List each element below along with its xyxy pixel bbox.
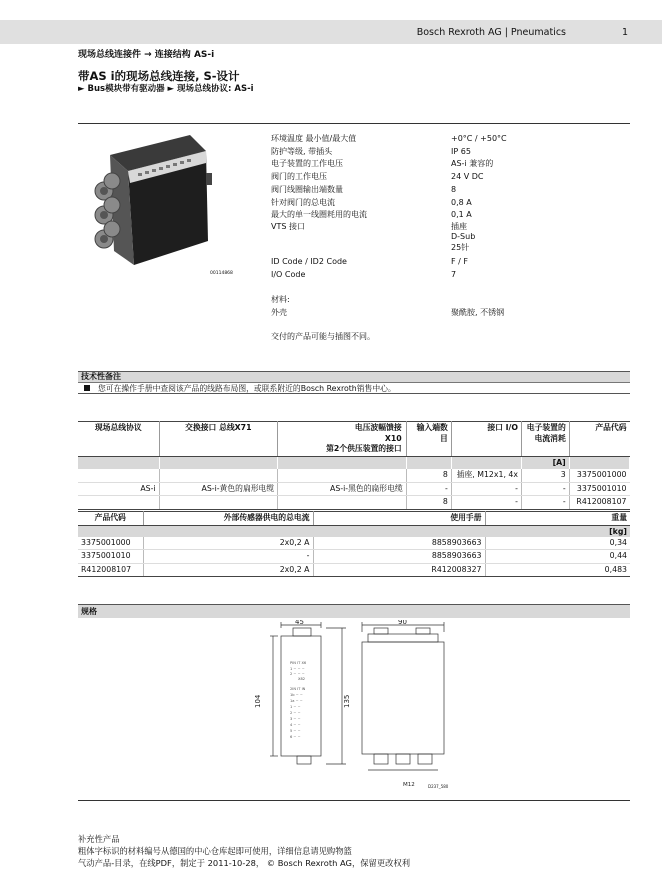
product-table <box>78 421 630 510</box>
header-company: Bosch Rexroth AG | Pneumatics <box>416 27 566 38</box>
cell <box>278 496 407 510</box>
cell: AS-i-黑色的扁形电缆 <box>278 482 407 496</box>
spec-value: +0°C / +50°C <box>451 134 507 143</box>
housing-label: 外壳 <box>271 307 287 317</box>
cell <box>159 496 278 510</box>
dim-height-inner: 104 <box>254 694 262 708</box>
spec-label: 阀门的工作电压 <box>271 172 327 182</box>
unit-cell <box>78 525 143 537</box>
cell: 插座, M12x1, 4x <box>451 469 521 482</box>
spec-label: 阀门线圈输出端数量 <box>271 184 343 194</box>
cell: 3 <box>522 469 570 482</box>
spec-label: VTS 接口 <box>271 221 305 231</box>
page-title: 带AS i的现场总线连接, S-设计 <box>78 69 240 83</box>
cell: 3375001010 <box>78 550 143 564</box>
cell: 8 <box>406 469 451 482</box>
cell: AS-i <box>78 482 159 496</box>
delivery-note: 交付的产品可能与插图不同。 <box>271 332 375 342</box>
svg-text:5 ~ ~: 5 ~ ~ <box>290 729 301 733</box>
dim-width-front: 45 <box>295 620 304 626</box>
table-row <box>78 537 630 550</box>
unit-cell <box>313 525 485 537</box>
cell: - <box>451 496 521 510</box>
cell: R412008107 <box>78 563 143 577</box>
cell: 3375001010 <box>569 482 629 496</box>
col-header: 电子装置的 电流消耗 <box>522 422 570 457</box>
spec-value: IP 65 <box>451 146 471 156</box>
dim-height-outer: 135 <box>343 694 351 708</box>
col-header: 现场总线协议 <box>78 422 159 457</box>
spec-list <box>271 133 551 344</box>
cell: 3375001000 <box>569 469 629 482</box>
cell: R412008327 <box>313 563 485 577</box>
breadcrumb: 现场总线连接件 → 连接结构 AS-i <box>78 50 215 60</box>
cell: 2x0,2 A <box>143 537 313 550</box>
unit-cell <box>569 456 629 469</box>
cell: 0,34 <box>485 537 630 550</box>
cell: 0,483 <box>485 563 630 577</box>
photo-code: 00114868 <box>210 271 233 276</box>
cell: 8858903663 <box>313 537 485 550</box>
unit-cell <box>406 456 451 469</box>
spec-value: 24 V DC <box>451 172 484 182</box>
footer-line-3: 气动产品-目录，在线PDF，制定于 2011-10-28， © Bosch Rexroth AG，保留更改权利 <box>78 858 411 868</box>
svg-text:2 ~ ~: 2 ~ ~ <box>290 711 301 715</box>
cell: R412008107 <box>569 496 629 510</box>
table-row <box>78 482 630 496</box>
cell <box>78 469 159 482</box>
cell: AS-i-黄色的扁形电缆 <box>159 482 278 496</box>
dimensions-title: 规格 <box>78 604 630 618</box>
cell: 8 <box>406 496 451 510</box>
cell: - <box>406 482 451 496</box>
spec-value: 插座 D-Sub 25针 <box>451 221 476 252</box>
divider <box>78 800 630 801</box>
unit-cell <box>159 456 278 469</box>
unit-cell: [A] <box>522 456 570 469</box>
col-header: 输入端数目 <box>406 422 451 457</box>
col-header: 交换接口 总线X71 <box>159 422 278 457</box>
tech-notes-title: 技术性备注 <box>78 371 630 382</box>
cell: - <box>143 550 313 564</box>
col-header: 重量 <box>485 512 630 526</box>
housing-value: 聚酰胺, 不锈钢 <box>451 307 505 317</box>
order-table <box>78 511 630 577</box>
svg-text:2IN IT IN: 2IN IT IN <box>290 687 306 691</box>
product-image <box>78 133 258 273</box>
dimension-drawing <box>250 620 480 792</box>
col-header: 使用手册 <box>313 512 485 526</box>
spec-value: 8 <box>451 184 457 194</box>
material-label: 材料: <box>271 294 290 304</box>
svg-text:1 ~ ~ ~: 1 ~ ~ ~ <box>290 667 305 671</box>
col-header: 外部传感器供电的总电流 <box>143 512 313 526</box>
cell: - <box>451 482 521 496</box>
col-header: 产品代码 <box>78 512 143 526</box>
spec-label: 防护等级, 带插头 <box>271 146 333 156</box>
page-number: 1 <box>621 27 628 38</box>
unit-cell: [kg] <box>485 525 630 537</box>
svg-text:1b ~ ~: 1b ~ ~ <box>290 693 303 697</box>
cell: - <box>522 482 570 496</box>
spec-label: 电子装置的工作电压 <box>271 159 343 169</box>
cell <box>78 496 159 510</box>
spec-value: 0,1 A <box>451 210 472 220</box>
spec-label: 最大的单一线圈耗用的电流 <box>271 210 367 220</box>
table-row <box>78 550 630 564</box>
tech-notes-text: 您可在操作手册中查阅该产品的线路布局图，或联系附近的Bosch Rexroth销售中心。 <box>98 384 396 393</box>
table-row <box>78 563 630 577</box>
dim-width-side: 90 <box>398 620 407 626</box>
cell: 8858903663 <box>313 550 485 564</box>
spec-value: F / F <box>451 257 468 267</box>
svg-text:X82: X82 <box>298 677 306 681</box>
cell: 3375001000 <box>78 537 143 550</box>
table-row <box>78 496 630 510</box>
drawing-code: D237_580 <box>428 784 449 789</box>
unit-cell <box>451 456 521 469</box>
cell: 2x0,2 A <box>143 563 313 577</box>
cell: 0,44 <box>485 550 630 564</box>
footer-line-1: 补充性产品 <box>78 834 120 844</box>
unit-cell <box>143 525 313 537</box>
footer-line-2: 粗体字标识的材料编号从德国的中心仓库起即可使用，详细信息请见购物篮 <box>78 846 352 856</box>
tech-notes-row <box>78 382 630 394</box>
spec-label: I/O Code <box>271 270 306 280</box>
spec-label: 环境温度 最小值/最大值 <box>271 134 357 143</box>
spec-label: ID Code / ID2 Code <box>271 257 347 267</box>
cell <box>278 469 407 482</box>
svg-text:3 ~ ~: 3 ~ ~ <box>290 717 301 721</box>
page-subtitle: ► Bus模块带有驱动器 ► 现场总线协议: AS-i <box>78 84 254 94</box>
table-row <box>78 469 630 482</box>
svg-text:PIN IT X6: PIN IT X6 <box>290 661 307 665</box>
spec-value: AS-i 兼容的 <box>451 159 494 169</box>
col-header: 电压波幅馈接 X10 第2个供压装置的接口 <box>278 422 407 457</box>
divider <box>78 123 630 124</box>
spec-label: 针对阀门的总电流 <box>271 197 335 207</box>
svg-text:6 ~ ~: 6 ~ ~ <box>290 735 301 739</box>
spec-value: 0,8 A <box>451 197 472 207</box>
col-header: 接口 I/O <box>451 422 521 457</box>
cell <box>159 469 278 482</box>
connector-label: M12 <box>403 782 415 788</box>
svg-text:1a ~ ~: 1a ~ ~ <box>290 699 303 703</box>
cell: - <box>522 496 570 510</box>
col-header: 产品代码 <box>569 422 629 457</box>
unit-cell <box>78 456 159 469</box>
svg-text:2 ~ ~ ~: 2 ~ ~ ~ <box>290 672 305 676</box>
spec-value: 7 <box>451 270 457 280</box>
unit-cell <box>278 456 407 469</box>
bullet-icon <box>84 385 90 391</box>
svg-text:4 ~ ~: 4 ~ ~ <box>290 723 301 727</box>
svg-text:1 ~ ~: 1 ~ ~ <box>290 705 301 709</box>
